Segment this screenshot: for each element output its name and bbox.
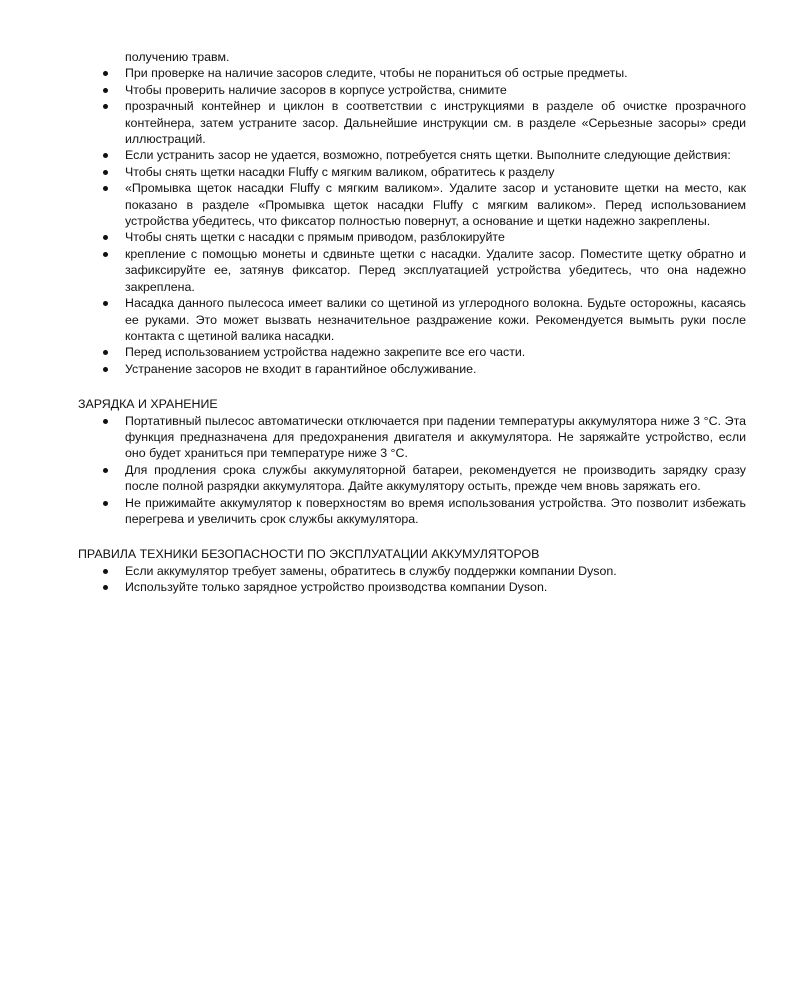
bullet-icon [103, 367, 108, 372]
section-heading-battery-safety: ПРАВИЛА ТЕХНИКИ БЕЗОПАСНОСТИ ПО ЭКСПЛУАТАЦИИ АККУМУЛЯТОРОВ [78, 547, 540, 562]
bullet-icon [103, 585, 108, 590]
bullet-icon [103, 419, 108, 424]
section2-list [78, 413, 746, 528]
list-item: При проверке на наличие засоров следите, чтобы не пораниться об острые предметы. [78, 65, 746, 81]
list-item: Используйте только зарядное устройство производства компании Dyson. [78, 579, 746, 595]
list-item: крепление с помощью монеты и сдвиньте щетки с насадки. Удалите засор. Поместите щетку обратно и зафиксируйте ее, затянув фиксатор. Перед эксплуатацией устройства убедитесь, что она надежно закреплена. [78, 246, 746, 295]
bullet-icon [103, 301, 108, 306]
list-item: прозрачный контейнер и циклон в соответствии с инструкциями в разделе об очистке прозрачного контейнера, затем устраните засор. Дальнейшие инструкции см. в разделе «Серьезные засоры» среди иллюстраций. [78, 98, 746, 147]
bullet-icon [103, 71, 108, 76]
section1-list [78, 65, 746, 377]
bullet-icon [103, 468, 108, 473]
bullet-icon [103, 501, 108, 506]
bullet-icon [103, 88, 108, 93]
list-item: Чтобы снять щетки с насадки с прямым приводом, разблокируйте [78, 229, 746, 245]
bullet-icon [103, 350, 108, 355]
bullet-icon [103, 186, 108, 191]
list-item: Насадка данного пылесоса имеет валики со щетиной из углеродного волокна. Будьте осторожны, касаясь ее руками. Это может вызвать незначительное раздражение кожи. Рекомендуется вымыть руки после контакта с щетиной валика насадки. [78, 295, 746, 344]
bullet-icon [103, 170, 108, 175]
list-item: Чтобы проверить наличие засоров в корпусе устройства, снимите [78, 82, 746, 98]
bullet-icon [103, 252, 108, 257]
list-item: Чтобы снять щетки насадки Fluffy с мягким валиком, обратитесь к разделу [78, 164, 746, 180]
section3-list [78, 563, 746, 596]
bullet-icon [103, 153, 108, 158]
bullet-icon [103, 235, 108, 240]
list-item: Не прижимайте аккумулятор к поверхностям во время использования устройства. Это позволит избежать перегрева и увеличить срок службы аккумулятора. [78, 495, 746, 528]
bullet-icon [103, 569, 108, 574]
list-item: Если аккумулятор требует замены, обратитесь в службу поддержки компании Dyson. [78, 563, 746, 579]
document-page [78, 49, 746, 596]
list-item: Для продления срока службы аккумуляторной батареи, рекомендуется не производить зарядку сразу после полной разрядки аккумулятора. Дайте аккумулятору остыть, прежде чем вновь заряжать его. [78, 462, 746, 495]
list-item: Если устранить засор не удается, возможно, потребуется снять щетки. Выполните следующие действия: [78, 147, 746, 163]
continuation-text: получению травм. [125, 50, 230, 64]
bullet-icon [103, 104, 108, 109]
list-item: «Промывка щеток насадки Fluffy с мягким валиком». Удалите засор и установите щетки на место, как показано в разделе «Промывка щеток насадки Fluffy с мягким валиком». Перед использованием устройства убедитесь, что фиксатор полностью повернут, а основание и щетки надежно закреплены. [78, 180, 746, 229]
section-heading-charging: ЗАРЯДКА И ХРАНЕНИЕ [78, 397, 218, 412]
list-item: Устранение засоров не входит в гарантийное обслуживание. [78, 361, 746, 377]
list-item: Портативный пылесос автоматически отключается при падении температуры аккумулятора ниже 3 °C. Эта функция предназначена для предохранения двигателя и аккумулятора. Не заряжайте устройство, если оно будет храниться при температуре ниже 3 °C. [78, 413, 746, 462]
list-item: Перед использованием устройства надежно закрепите все его части. [78, 344, 746, 360]
